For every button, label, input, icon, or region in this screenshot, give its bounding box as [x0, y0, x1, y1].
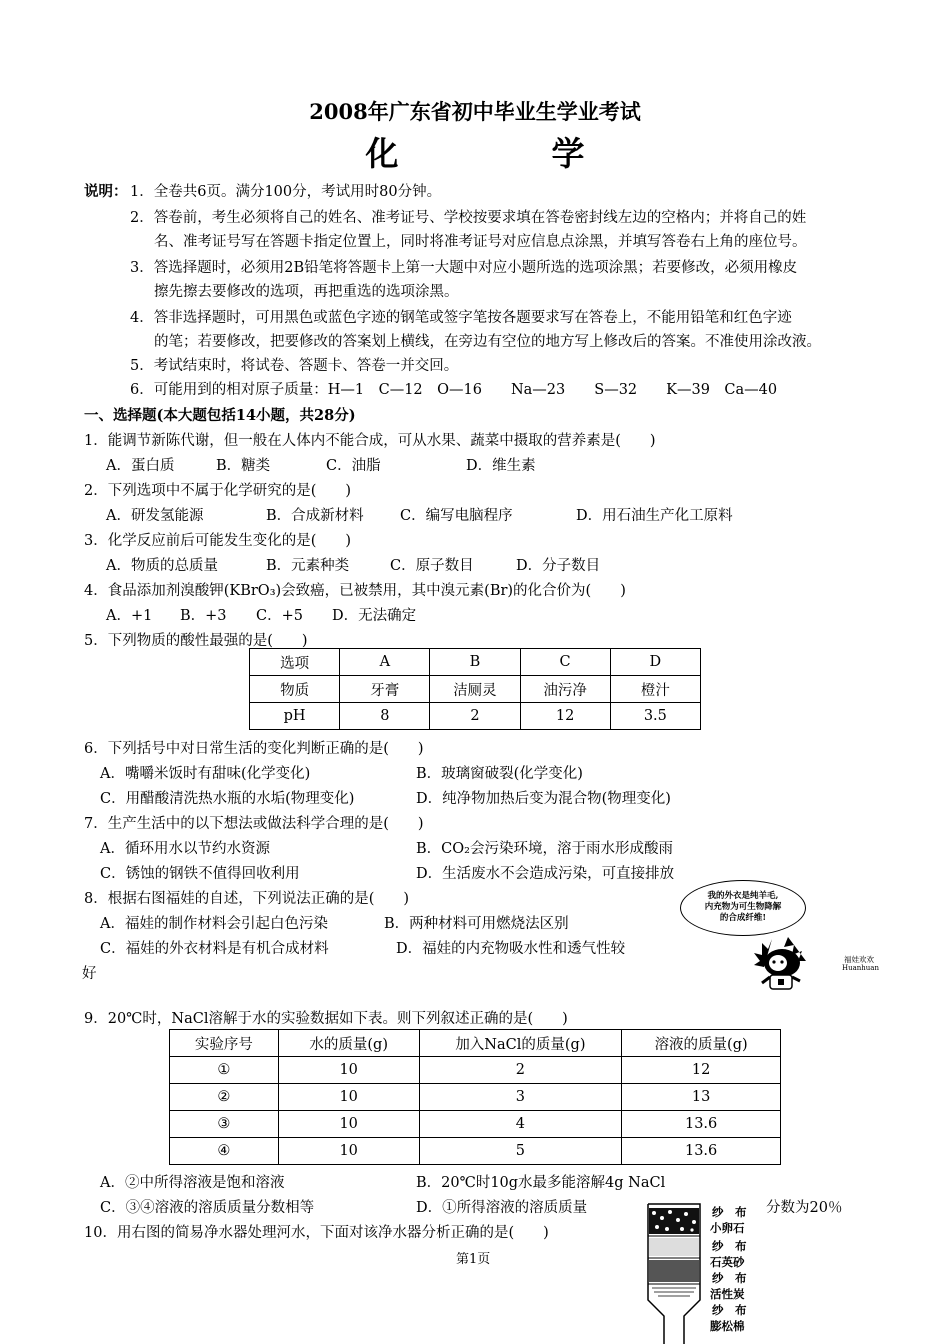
bubble-line: 内充物为可生物降解 — [704, 902, 782, 912]
note-4-cont: 的笔；若要修改，把要修改的答案划上横线，在旁边有空位的地方写上修改后的答案。不准使用涂改液。 — [154, 334, 821, 350]
q9-option-b: B．20℃时10g水最多能溶解4g NaCl — [416, 1175, 666, 1191]
water-filter-diagram-icon — [640, 1200, 720, 1344]
q8-option-d: D．福娃的内充物吸水性和透气性较 — [396, 941, 626, 957]
note-2-cont: 名、准考证号写在答题卡指定位置上，同时将准考证号对应信息点涂黑，并填写答卷右上角的座位号。 — [154, 234, 807, 250]
table-cell: 2 — [419, 1057, 622, 1084]
q4-option-d: D．无法确定 — [332, 608, 417, 624]
note-5: 5．考试结束时，将试卷、答题卡、答卷一并交回。 — [130, 358, 459, 374]
table-row — [170, 1111, 781, 1138]
bubble-line: 的合成纤维! — [719, 913, 767, 923]
q1-stem: 1．能调节新陈代谢，但一般在人体内不能合成，可从水果、蔬菜中摄取的营养素是( ) — [84, 433, 656, 449]
q4-stem: 4．食品添加剂溴酸钾(KBrO₃)会致癌，已被禁用，其中溴元素(Br)的化合价为( ) — [84, 583, 626, 599]
bubble-line: 我的外衣是纯羊毛, — [707, 891, 779, 901]
filter-label: 纱 布 — [712, 1303, 747, 1317]
q8-option-a: A．福娃的制作材料会引起白色污染 — [100, 916, 328, 932]
fuwa-caption-cn: 福娃欢欢 — [844, 955, 874, 964]
table-row — [170, 1138, 781, 1165]
table-cell: 选项 — [250, 649, 340, 676]
q3-option-c: C．原子数目 — [390, 558, 474, 574]
q5-stem: 5．下列物质的酸性最强的是( ) — [84, 633, 308, 649]
note-1: 1．全卷共6页。满分100分，考试用时80分钟。 — [130, 184, 442, 200]
q10-stem: 10．用右图的简易净水器处理河水，下面对该净水器分析正确的是( ) — [84, 1225, 549, 1241]
note-3: 3．答选择题时，必须用2B铅笔将答题卡上第一大题中对应小题所选的选项涂黑；若要修改，必须用橡皮 — [130, 260, 798, 276]
q1-option-a: A．蛋白质 — [106, 458, 175, 474]
table-cell: ③ — [170, 1111, 279, 1138]
fuwa-figure-icon — [728, 935, 858, 990]
q1-option-c: C．油脂 — [326, 458, 381, 474]
table-cell: 实验序号 — [170, 1030, 279, 1057]
filter-label: 石英砂 — [710, 1255, 745, 1269]
exam-title: 2008年广东省初中毕业生学业考试 — [309, 99, 641, 124]
q2-option-d: D．用石油生产化工原料 — [576, 508, 733, 524]
table-cell: D — [610, 649, 700, 676]
table-cell: 13 — [622, 1084, 781, 1111]
table-cell: 12 — [622, 1057, 781, 1084]
q9-data-table — [169, 1029, 781, 1165]
subject-title: 化 学 — [365, 134, 645, 173]
q8-option-d-wrap: 好 — [82, 966, 97, 982]
q2-option-b: B．合成新材料 — [266, 508, 364, 524]
q1-option-b: B．糖类 — [216, 458, 271, 474]
page-number: 第1页 — [456, 1252, 491, 1267]
table-cell: 3 — [419, 1084, 622, 1111]
table-cell: pH — [250, 703, 340, 730]
table-cell: 5 — [419, 1138, 622, 1165]
q6-option-a: A．嘴嚼米饭时有甜味(化学变化) — [100, 766, 311, 782]
q7-option-a: A．循环用水以节约水资源 — [100, 841, 270, 857]
q3-option-d: D．分子数目 — [516, 558, 601, 574]
filter-label: 活性炭 — [710, 1287, 745, 1301]
notes-label: 说明： — [84, 183, 128, 200]
table-cell: 12 — [520, 703, 610, 730]
q7-option-d: D．生活废水不会造成污染，可直接排放 — [416, 866, 675, 882]
table-row — [250, 676, 701, 703]
q5-ph-table — [249, 648, 701, 730]
table-cell: 溶液的质量(g) — [622, 1030, 781, 1057]
q8-option-b: B．两种材料可用燃烧法区别 — [384, 916, 569, 932]
filter-label: 小卵石 — [710, 1221, 745, 1235]
q6-option-d: D．纯净物加热后变为混合物(物理变化) — [416, 791, 671, 807]
table-cell: ① — [170, 1057, 279, 1084]
table-cell: 橙汁 — [610, 676, 700, 703]
q8-stem: 8．根据右图福娃的自述，下列说法正确的是( ) — [84, 891, 410, 907]
table-cell: ④ — [170, 1138, 279, 1165]
table-row — [250, 703, 701, 730]
q9-option-a: A．②中所得溶液是饱和溶液 — [100, 1175, 285, 1191]
q9-option-d: D．①所得溶液的溶质质量 — [416, 1200, 588, 1216]
q8-option-c: C．福娃的外衣材料是有机合成材料 — [100, 941, 329, 957]
fuwa-speech-bubble — [680, 880, 806, 936]
note-4: 4．答非选择题时，可用黑色或蓝色字迹的钢笔或签字笔按各题要求写在答卷上，不能用铅笔和红色字迹 — [130, 310, 792, 326]
table-cell: 油污净 — [520, 676, 610, 703]
section1-heading: 一、选择题(本大题包括14小题，共28分) — [84, 407, 356, 424]
q9-stem: 9．20℃时，NaCl溶解于水的实验数据如下表。则下列叙述正确的是( ) — [84, 1011, 568, 1027]
table-row — [250, 649, 701, 676]
table-cell: 物质 — [250, 676, 340, 703]
q7-stem: 7．生产生活中的以下想法或做法科学合理的是( ) — [84, 816, 424, 832]
filter-label: 纱 布 — [712, 1271, 747, 1285]
q2-option-c: C．编写电脑程序 — [400, 508, 513, 524]
q7-option-c: C．锈蚀的钢铁不值得回收利用 — [100, 866, 300, 882]
q2-stem: 2．下列选项中不属于化学研究的是( ) — [84, 483, 352, 499]
table-cell: C — [520, 649, 610, 676]
fuwa-caption-en: Huanhuan — [842, 964, 879, 972]
table-cell: 10 — [278, 1111, 419, 1138]
q6-option-c: C．用醋酸清洗热水瓶的水垢(物理变化) — [100, 791, 355, 807]
note-2: 2．答卷前，考生必须将自己的姓名、准考证号、学校按要求填在答卷密封线左边的空格内；并将自己的姓 — [130, 210, 807, 226]
q7-option-b: B．CO₂会污染环境，溶于雨水形成酸雨 — [416, 841, 673, 857]
table-row — [170, 1057, 781, 1084]
q4-option-b: B．+3 — [180, 608, 227, 624]
table-cell: B — [430, 649, 520, 676]
filter-label: 纱 布 — [712, 1239, 747, 1253]
table-cell: 10 — [278, 1084, 419, 1111]
table-cell: 洁厕灵 — [430, 676, 520, 703]
table-row — [170, 1084, 781, 1111]
table-cell: 4 — [419, 1111, 622, 1138]
table-cell: ② — [170, 1084, 279, 1111]
table-cell: 牙膏 — [340, 676, 430, 703]
table-row — [170, 1030, 781, 1057]
table-cell: 13.6 — [622, 1138, 781, 1165]
q3-option-b: B．元素种类 — [266, 558, 350, 574]
table-cell: 13.6 — [622, 1111, 781, 1138]
q3-option-a: A．物质的总质量 — [106, 558, 218, 574]
filter-label: 纱 布 — [712, 1205, 747, 1219]
table-cell: 10 — [278, 1138, 419, 1165]
q6-stem: 6．下列括号中对日常生活的变化判断正确的是( ) — [84, 741, 424, 757]
table-cell: 加入NaCl的质量(g) — [419, 1030, 622, 1057]
note-6: 6．可能用到的相对原子质量：H—1 C—12 O—16 Na—23 S—32 K—39 Ca—40 — [130, 382, 778, 398]
filter-label: 膨松棉 — [710, 1319, 745, 1333]
q3-stem: 3．化学反应前后可能发生变化的是( ) — [84, 533, 352, 549]
q6-option-b: B．玻璃窗破裂(化学变化) — [416, 766, 583, 782]
table-cell: 水的质量(g) — [278, 1030, 419, 1057]
table-cell: 8 — [340, 703, 430, 730]
q4-option-c: C．+5 — [256, 608, 303, 624]
table-cell: 10 — [278, 1057, 419, 1084]
table-cell: 2 — [430, 703, 520, 730]
q4-option-a: A．+1 — [106, 608, 153, 624]
table-cell: A — [340, 649, 430, 676]
table-cell: 3.5 — [610, 703, 700, 730]
q2-option-a: A．研发氢能源 — [106, 508, 204, 524]
q9-option-d-tail: 分数为20％ — [766, 1200, 843, 1216]
q1-option-d: D．维生素 — [466, 458, 536, 474]
q9-option-c: C．③④溶液的溶质质量分数相等 — [100, 1200, 315, 1216]
note-3-cont: 擦先擦去要修改的选项，再把重选的选项涂黑。 — [154, 284, 459, 300]
